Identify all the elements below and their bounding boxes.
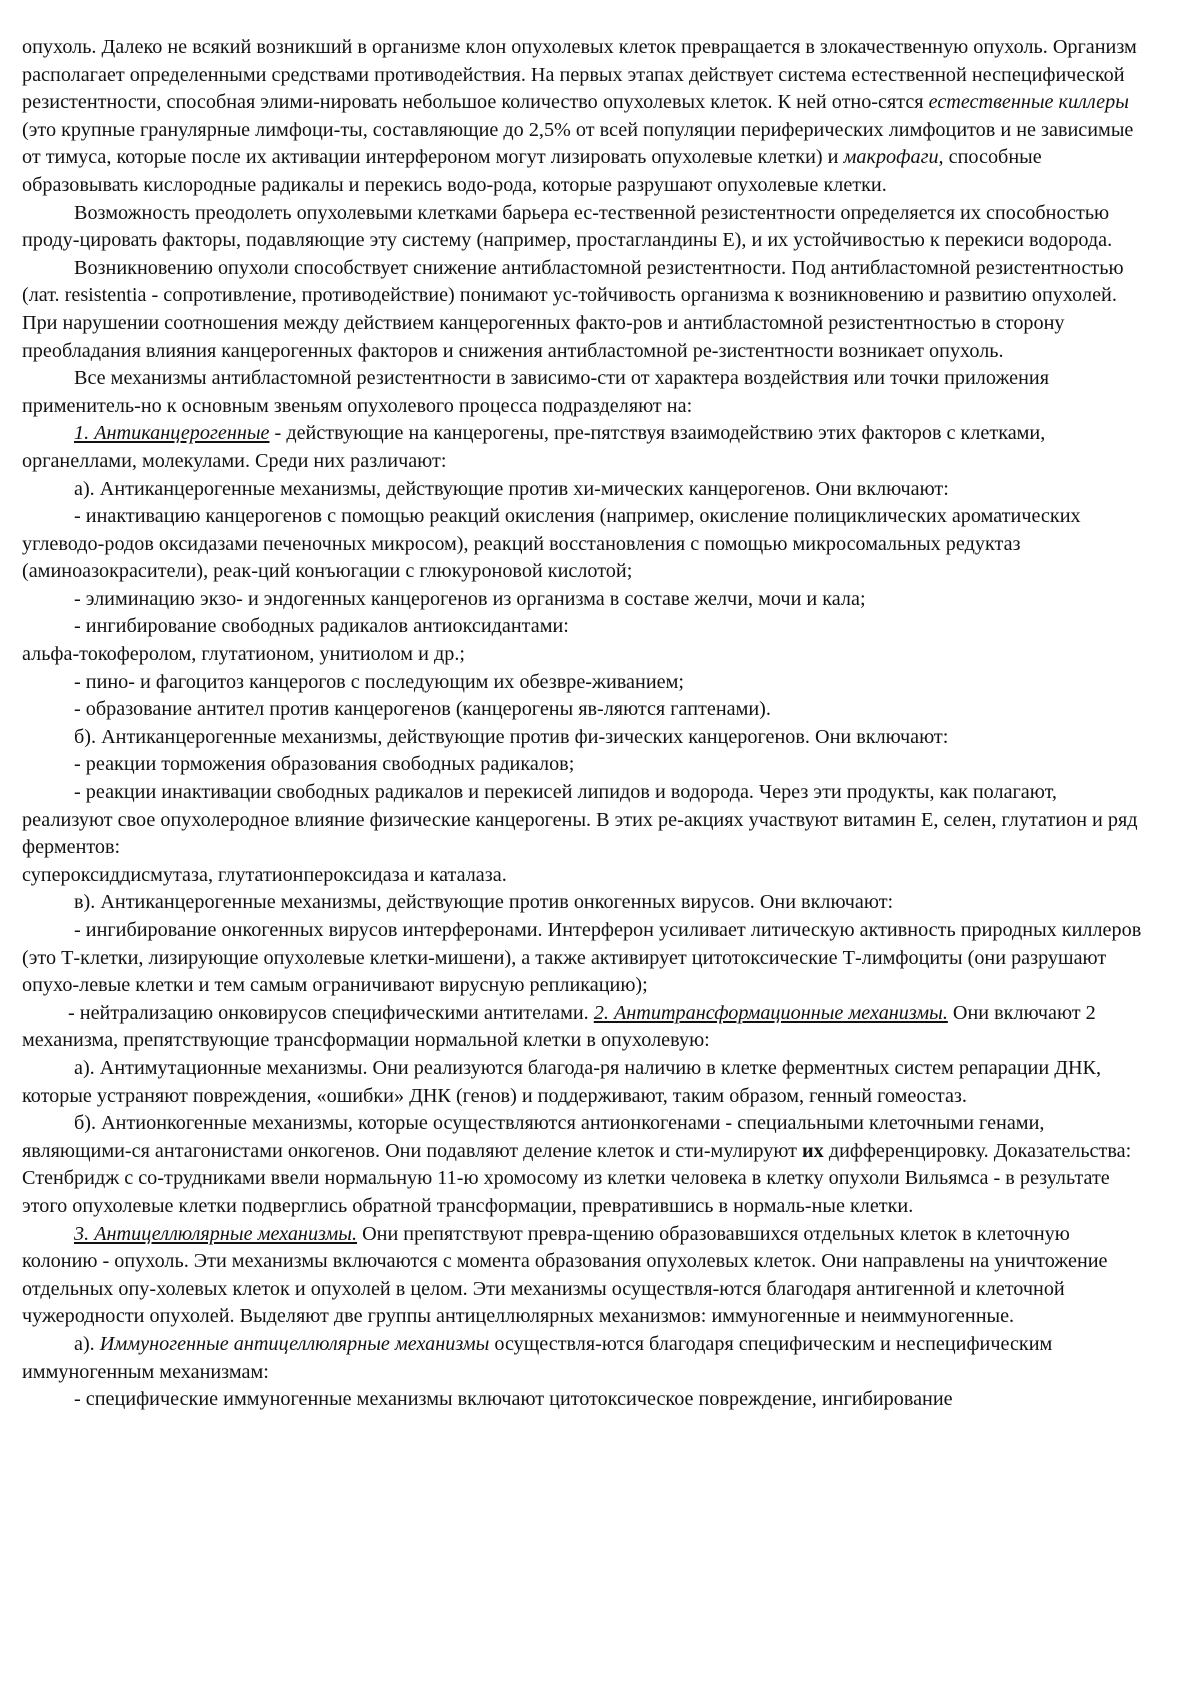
paragraph — [22, 862, 1146, 890]
text-run: а). Антиканцерогенные механизмы, действующие против хи-мических канцерогенов. Они включают: — [74, 477, 949, 500]
paragraph — [22, 586, 1146, 614]
text-run: а). — [74, 1332, 100, 1355]
text-run: - реакции инактивации свободных радикалов и перекисей липидов и водорода. Через эти продукты, как полагают, реализуют свое опухолеродное влияние физические канцерогены. В этих ре-акциях участвуют витамин Е, селен, глутатион и ряд ферментов: — [22, 781, 1138, 859]
paragraph — [22, 1221, 1146, 1331]
paragraph — [22, 779, 1146, 862]
paragraph — [22, 1027, 1146, 1055]
text-run: - специфические иммуногенные механизмы включают цитотоксическое повреждение, ингибирование — [74, 1388, 953, 1411]
italic-term: естественные киллеры — [928, 91, 1129, 114]
paragraph — [22, 613, 1146, 641]
text-run: способные образовывать кислородные радикалы и перекись водо-рода, которые разрушают опухолевые клетки. — [22, 146, 1042, 196]
text-run: супероксиддисмутаза, глутатионпероксидаза и каталаза. — [22, 863, 507, 886]
text-run: Они препятствуют превра-щению образовавшихся отдельных клеток в клеточную колонию - опухоль. Эти механизмы включаются с момента образования опухолевых клеток. Они направлены на уничтожение отдельных опу-холевых клеток и опухолей в целом. Эти механизмы осуществля-ются благодаря антигенной и клеточной чужеродности опухолей. Выделяют две группы антицеллюлярных механизмов: иммуногенные и неиммуногенные. — [22, 1222, 1108, 1328]
text-run: б). Антиканцерогенные механизмы, действующие против фи-зических канцерогенов. Они включают: — [74, 725, 949, 748]
text-run: - нейтрализацию онковирусов специфическими антителами. — [68, 1001, 594, 1024]
text-run: альфа-токоферолом, глутатионом, унитиолом и др.; — [22, 643, 465, 666]
bold-text: их — [802, 1139, 824, 1162]
paragraph — [22, 751, 1146, 779]
text-run: осуществля-ются благодаря специфическим и неспецифическим иммуногенным механизмам: — [22, 1332, 1053, 1383]
paragraph — [22, 917, 1146, 1000]
text-run: - пино- и фагоцитоз канцерогов с последующим их обезвре-живанием; — [74, 670, 684, 693]
section-heading: 2. Антитрансформационные механизмы. — [593, 1001, 948, 1024]
paragraph — [22, 1055, 1146, 1110]
paragraph — [22, 1110, 1146, 1220]
text-run: механизма, препятствующие трансформации нормальной клетки в опухолевую: — [22, 1029, 710, 1052]
text-run: опухоль. Далеко не всякий возникший в организме клон опухолевых клеток превращается в злокачественную опухоль. Организм располагает определенными средствами противодействия. На первых этапах действует система естественной неспецифической резистентности, способная элими-нировать небольшое количество опухолевых клеток. К ней отно-сятся — [22, 36, 1137, 114]
document-body — [22, 34, 1146, 1414]
text-run: - действующие на канцерогены, пре-пятствуя взаимодействию этих факторов с клетками, органеллами, молекулами. Среди них различают: — [22, 422, 1046, 472]
text-run: - инактивацию канцерогенов с помощью реакций окисления (например, окисление полициклических ароматических углеводо-родов оксидазами печеночных микросом), реакций восстановления с помощью микросомальных редуктаз (аминоазокрасители), реак-ций конъюгации с глюкуроновой кислотой; — [22, 505, 1081, 583]
paragraph — [22, 200, 1146, 255]
paragraph — [22, 476, 1146, 504]
text-run: Возможность преодолеть опухолевыми клетками барьера ес-тественной резистентности определяется их способностью проду-цировать факторы, подавляющие эту систему (например, простагландины Е), и их устойчивостью к перекиси водорода. — [22, 201, 1113, 252]
text-run: - элиминацию экзо- и эндогенных канцерогенов из организма в составе желчи, мочи и кала; — [74, 587, 866, 610]
paragraph — [22, 420, 1146, 475]
text-run: Все механизмы антибластомной резистентности в зависимо-сти от характера воздействия или точки приложения применитель-но к основным звеньям опухолевого процесса подразделяют на: — [22, 367, 1049, 417]
paragraph — [22, 1000, 1146, 1028]
section-heading: 3. Антицеллюлярные механизмы. — [74, 1222, 358, 1245]
paragraph — [22, 255, 1146, 365]
text-run: дифференцировку. Доказательства: Стенбридж с со-трудниками ввели нормальную 11-ю хромосому из клетки человека в клетку опухоли Вильямса - в результате этого опухолевые клетки подверглись обратной трансформации, превратившись в нормаль-ные клетки. — [22, 1139, 1132, 1217]
paragraph — [22, 889, 1146, 917]
text-run: б). Антионкогенные механизмы, которые осуществляются антионкогенами - специальными клеточными генами, являющими-ся антагонистами онкогенов. Они подавляют деление клеток и сти-мулируют — [22, 1112, 1045, 1162]
text-run: а). Антимутационные механизмы. Они реализуются благода-ря наличию в клетке ферментных систем репарации ДНК, которые устраняют повреждения, «ошибки» ДНК (генов) и поддерживают, таким образом, генный гомеостаз. — [22, 1056, 1102, 1107]
text-run: - ингибирование онкогенных вирусов интерферонами. Интерферон усиливает литическую активность природных киллеров (это Т-клетки, лизирующие опухолевые клетки-мишени), а также активирует цитотоксические Т-лимфоциты (они разрушают опухо-левые клетки и тем самым ограничивают вирусную репликацию); — [22, 919, 1142, 997]
paragraph — [22, 365, 1146, 420]
text-run: (это крупные гранулярные лимфоци-ты, составляющие до 2,5% от всей популяции периферических лимфоцитов и не зависимые от тимуса, которые после их активации интерфероном могут лизировать опухолевые клетки) и — [22, 118, 1134, 169]
text-run: - реакции торможения образования свободных радикалов; — [74, 753, 575, 776]
italic-term: Иммуногенные антицеллюлярные механизмы — [99, 1332, 490, 1355]
paragraph — [22, 724, 1146, 752]
paragraph — [22, 669, 1146, 697]
paragraph — [22, 696, 1146, 724]
text-run: - ингибирование свободных радикалов антиоксидантами: — [74, 615, 569, 638]
text-run: - образование антител против канцерогенов (канцерогены яв-ляются гаптенами). — [74, 698, 771, 721]
italic-term: макрофаги, — [843, 146, 944, 169]
paragraph — [22, 641, 1146, 669]
text-run: в). Антиканцерогенные механизмы, действующие против онкогенных вирусов. Они включают: — [74, 891, 894, 914]
text-run: Возникновению опухоли способствует снижение антибластомной резистентности. Под антибластомной резистентностью (лат. resistentia - сопротивление, противодействие) понимают ус-тойчивость организма к возникновению и развитию опухолей. При нарушении соотношения между действием канцерогенных факто-ров и антибластомной резистентностью в сторону преобладания влияния канцерогенных факторов и снижения антибластомной ре-зистентности возникает опухоль. — [22, 256, 1124, 362]
paragraph — [22, 503, 1146, 586]
paragraph — [22, 34, 1146, 200]
paragraph — [22, 1331, 1146, 1386]
paragraph — [22, 1386, 1146, 1414]
text-run: Они включают 2 — [947, 1001, 1096, 1024]
section-heading: 1. Антиканцерогенные — [74, 422, 270, 445]
